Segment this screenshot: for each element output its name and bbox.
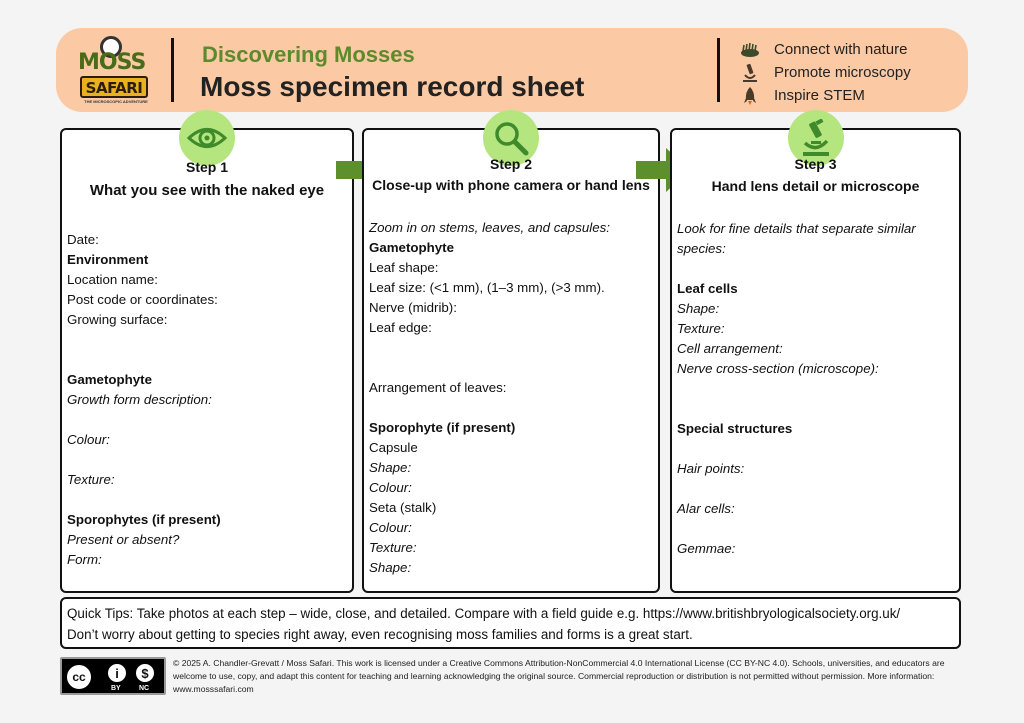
- field-texture: Texture:: [369, 540, 417, 555]
- field-texture: Texture:: [67, 472, 115, 487]
- field-growing-surface: Growing surface:: [67, 312, 168, 327]
- header-divider: [717, 38, 720, 102]
- section-gametophyte: Gametophyte: [369, 240, 454, 255]
- field-line: [369, 358, 652, 378]
- aim-inspire-stem: [740, 84, 911, 107]
- field-nerve-cross-section: Nerve cross-section (microscope):: [677, 361, 879, 376]
- section-sporophytes: Sporophytes (if present): [67, 512, 221, 527]
- moss-clump-icon: [740, 40, 760, 60]
- step-1-badge: [179, 110, 235, 166]
- eye-icon: [187, 125, 227, 151]
- field-line: [677, 439, 953, 459]
- cc-by-label: BY: [111, 685, 121, 692]
- field-line: [677, 479, 953, 499]
- step-3-panel: [670, 128, 961, 593]
- aim-label: Inspire STEM: [774, 87, 865, 104]
- field-line: [67, 410, 346, 430]
- logo-safari-text: SAFARI: [85, 79, 143, 97]
- field-line: [677, 519, 953, 539]
- tips-line-1: Quick Tips: Take photos at each step – wide, close, and detailed. Compare with a field guide e.g. https://www.britishbryologicalsociety.org.uk/: [67, 606, 901, 621]
- field-line: [67, 210, 346, 230]
- field-location-name: Location name:: [67, 272, 158, 287]
- microscope-icon: [799, 119, 833, 157]
- field-leaf-size: Leaf size: (<1 mm), (1–3 mm), (>3 mm).: [369, 280, 605, 295]
- quick-tips-box: [60, 597, 961, 649]
- cc-icon: cc: [65, 663, 93, 691]
- step-3-fields: [677, 219, 953, 559]
- field-arrangement: Arrangement of leaves:: [369, 380, 507, 395]
- non-commercial-icon: $: [134, 662, 156, 684]
- field-form: Form:: [67, 552, 102, 567]
- step-title: Hand lens detail or microscope: [711, 178, 920, 194]
- aim-promote-microscopy: [740, 61, 911, 84]
- rocket-icon: [740, 86, 760, 106]
- cc-nc-label: NC: [139, 685, 150, 692]
- attribution-icon: i: [106, 662, 128, 684]
- magnifier-icon: [493, 120, 529, 156]
- field-leaf-edge: Leaf edge:: [369, 320, 432, 335]
- field-line: [677, 399, 953, 419]
- field-seta: Seta (stalk): [369, 500, 437, 515]
- field-shape: Shape:: [677, 301, 720, 316]
- field-line: [67, 490, 346, 510]
- step-number: Step 2: [489, 156, 532, 172]
- moss-safari-logo: [76, 36, 156, 106]
- step-title: Close-up with phone camera or hand lens: [372, 177, 650, 193]
- section-sporophyte: Sporophyte (if present): [369, 420, 516, 435]
- field-gemmae: Gemmae:: [677, 541, 736, 556]
- field-growth-form: Growth form description:: [67, 392, 212, 407]
- field-colour: Colour:: [67, 432, 110, 447]
- microscope-icon: [740, 63, 760, 83]
- header-banner: [56, 28, 968, 112]
- field-line: [677, 259, 953, 279]
- field-present-absent: Present or absent?: [67, 532, 180, 547]
- logo-moss-text: MOSS: [78, 50, 146, 75]
- field-nerve: Nerve (midrib):: [369, 300, 457, 315]
- field-date: Date:: [67, 232, 99, 247]
- page-subtitle: Discovering Mosses: [202, 42, 415, 67]
- field-post-code: Post code or coordinates:: [67, 292, 218, 307]
- instruction-text: Zoom in on stems, leaves, and capsules:: [369, 220, 610, 235]
- section-special-structures: Special structures: [677, 421, 793, 436]
- step-1-panel: [60, 128, 354, 593]
- step-2-panel: [362, 128, 660, 593]
- instruction-text: Look for fine details that separate similar species:: [677, 221, 916, 256]
- step-1-fields: [67, 210, 346, 570]
- field-line: [67, 330, 346, 350]
- field-cell-arrangement: Cell arrangement:: [677, 341, 783, 356]
- step-title: What you see with the naked eye: [89, 182, 325, 199]
- field-leaf-shape: Leaf shape:: [369, 260, 439, 275]
- field-shape: Shape:: [369, 560, 412, 575]
- license-text: © 2025 A. Chandler-Grevatt / Moss Safari. This work is licensed under a Creative Commons Attribution-NonCommercial 4.0 International License (CC BY-NC 4.0). Schools, universities, and educators are welcome to use, copy, and adapt this content for teaching and learning acknowledging the original source. Commercial reproduction or distribution is not permitted without permission. More information: www.mosssafari.com: [173, 658, 945, 694]
- section-gametophyte: Gametophyte: [67, 372, 152, 387]
- field-line: [67, 350, 346, 370]
- step-number: Step 1: [185, 159, 228, 175]
- field-line: [369, 398, 652, 418]
- aim-label: Connect with nature: [774, 41, 908, 58]
- section-environment: Environment: [67, 252, 149, 267]
- field-line: [67, 450, 346, 470]
- aims-list: [740, 38, 911, 107]
- field-shape: Shape:: [369, 460, 412, 475]
- field-capsule: Capsule: [369, 440, 418, 455]
- field-hair-points: Hair points:: [677, 461, 745, 476]
- step-number: Step 3: [794, 156, 837, 172]
- field-line: [369, 338, 652, 358]
- aim-connect-nature: [740, 38, 911, 61]
- page-title: Moss specimen record sheet: [200, 71, 585, 102]
- field-line: [677, 379, 953, 399]
- step-2-fields: [369, 218, 652, 578]
- logo-tagline: THE MICROSCOPIC ADVENTURE: [84, 99, 148, 104]
- field-alar-cells: Alar cells:: [677, 501, 735, 516]
- field-colour: Colour:: [369, 520, 412, 535]
- field-colour: Colour:: [369, 480, 412, 495]
- section-leaf-cells: Leaf cells: [677, 281, 738, 296]
- tips-line-2: Don’t worry about getting to species right away, even recognising moss families and forms is a great start.: [67, 627, 693, 642]
- header-divider: [171, 38, 174, 102]
- aim-label: Promote microscopy: [774, 64, 911, 81]
- field-texture: Texture:: [677, 321, 725, 336]
- creative-commons-badge: [60, 657, 166, 695]
